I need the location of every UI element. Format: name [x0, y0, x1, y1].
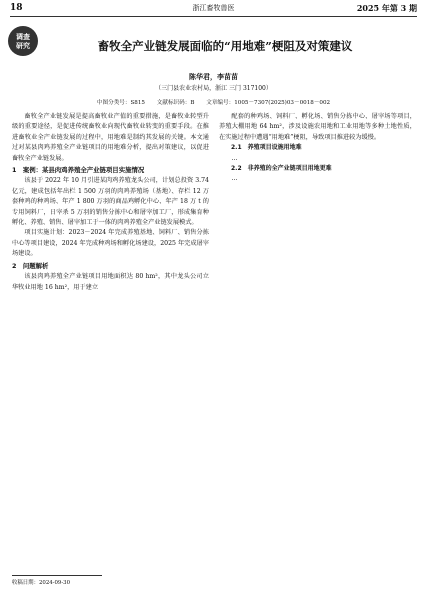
received-date: 收稿日期：2024-09-30 — [12, 580, 71, 586]
case-paragraph: 该县于 2022 年 10 月引进某肉鸡养殖龙头公司，计划总投资 3.74 亿元，建成包括年出栏 1 500 万羽的肉鸡养殖场（基地）、存栏 12 万套种鸡的种鸡场、年产 1 800 万羽的商品鸡孵化中心、年产 18 万 t 的专用饲料厂，日宰杀 5 万羽的销售分拣中心和屠宰加工厂，形成集育种孵化、养殖、销售、屠宰加工于一体的肉鸡养殖全产业链发展模式。 — [12, 177, 209, 227]
authors: 陈华君，李苗苗 — [189, 72, 238, 81]
badge-line-2: 研究 — [16, 41, 30, 50]
intro-paragraph: 畜牧全产业链发展是提高畜牧业产值的重要措施，是畜牧业转型升级的重要途径，是促进传统畜牧业向现代畜牧业转变的重要手段。在推进畜牧业全产业链发展的过程中，用地难是制约其发展的关键。本文通过对某县肉鸡养殖全产业链项目的用地难分析，提出对策建议，以促进畜牧全产业链发展。 — [12, 113, 209, 162]
subsection-heading-2-1: 2.1 养殖项目设施用地难 — [231, 144, 302, 152]
plan-paragraph: 项目实施计划：2023－2024 年完成养殖基地、饲料厂、销售分拣中心等项目建设，2024 年完成种鸡场和孵化场建设，2025 年完成屠宰场建设。 — [12, 229, 209, 258]
section-heading-1: 1 案例：某县肉鸡养殖全产业链项目实施情况 — [12, 166, 145, 175]
section-heading-2: 2 问题解析 — [12, 261, 49, 270]
issue-label: 2025 年第 3 期 — [356, 3, 417, 13]
affiliation: （三门县农业农村局，浙江 三门 317100） — [155, 85, 272, 92]
footnote-rule — [12, 575, 102, 576]
analysis-paragraph: 该县肉鸡养殖全产业链项目用地面积达 80 hm²，其中龙头公司立华牧业用地 16 hm²，用于建立 — [12, 273, 209, 291]
article-meta — [0, 98, 427, 106]
left-column — [12, 112, 209, 564]
continued-paragraph: 配套的种鸡场、饲料厂、孵化场、销售分拣中心、屠宰场等项目，养殖大棚用地 64 hm²，涉及设施农用地和工业用地等多种土地性质，在实施过程中遭遇“用地难”梗阻，导致项目推进较为缓慢。 — [219, 113, 416, 141]
subsection-heading-2-2: 2.2 非养殖的全产业链项目用地更难 — [231, 165, 332, 173]
header-rule — [10, 16, 417, 17]
badge-line-1: 调查 — [16, 32, 30, 41]
article-title: 畜牧全产业链发展面临的“用地难”梗阻及对策建议 — [97, 39, 353, 53]
section-badge — [8, 26, 38, 56]
clc-number: 中图分类号：S815 — [96, 100, 145, 106]
right-column — [219, 112, 416, 564]
journal-name: 浙江畜牧兽医 — [192, 4, 235, 12]
page-number: 18 — [10, 3, 23, 13]
subsection-2-2-body: … — [231, 175, 238, 183]
article-id: 文章编号：1005－7307(2025)03－0018－002 — [206, 100, 331, 106]
running-header — [0, 0, 427, 16]
subsection-2-1-body: … — [231, 154, 238, 162]
document-code: 文献标识码：B — [156, 100, 195, 106]
